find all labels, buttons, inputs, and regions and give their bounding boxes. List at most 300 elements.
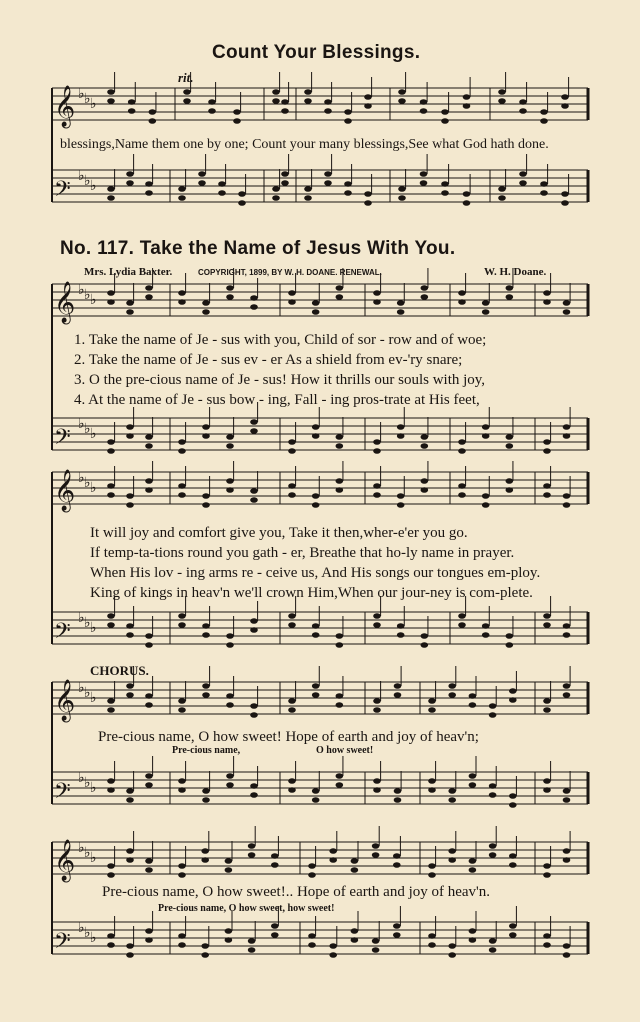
- bass-clef-icon: 𝄢: [54, 425, 71, 455]
- note-head: [250, 783, 258, 789]
- note-head: [107, 195, 115, 201]
- note-head: [312, 493, 320, 499]
- note-head: [336, 478, 344, 484]
- note-head: [373, 299, 381, 305]
- note-head: [324, 99, 332, 105]
- note-head: [226, 773, 234, 779]
- note-head: [312, 502, 320, 508]
- note-head: [145, 928, 153, 934]
- note-head: [420, 180, 428, 186]
- note-head: [145, 702, 153, 708]
- note-head: [448, 683, 456, 689]
- note-head: [128, 108, 136, 114]
- note-head: [506, 642, 514, 648]
- note-head: [308, 933, 316, 939]
- note-head: [233, 109, 241, 115]
- note-head: [344, 109, 352, 115]
- note-head: [312, 692, 320, 698]
- note-head: [458, 290, 466, 296]
- note-head: [178, 448, 186, 454]
- flat-icon: ♭: [84, 91, 91, 107]
- note-head: [288, 448, 296, 454]
- note-head: [351, 937, 359, 943]
- note-head: [225, 867, 233, 873]
- note-head: [563, 692, 571, 698]
- note-head: [563, 788, 571, 794]
- note-head: [441, 181, 449, 187]
- note-head: [441, 190, 449, 196]
- note-head: [202, 623, 210, 629]
- note-head: [397, 424, 405, 430]
- note-head: [563, 943, 571, 949]
- note-head: [420, 108, 428, 114]
- verse-line: When His lov - ing arms re - ceive us, And His songs our tongues em-ploy.: [90, 565, 541, 581]
- note-head: [250, 419, 258, 425]
- note-head: [543, 863, 551, 869]
- note-head: [145, 858, 153, 864]
- note-head: [145, 487, 153, 493]
- note-head: [543, 299, 551, 305]
- note-head: [509, 688, 517, 694]
- note-head: [178, 622, 186, 628]
- note-head: [145, 434, 153, 440]
- note-head: [463, 191, 471, 197]
- treble-clef-icon: 𝄞: [54, 680, 76, 721]
- note-head: [250, 428, 258, 434]
- hymn-title: No. 117. Take the Name of Jesus With You.: [60, 238, 456, 259]
- note-head: [178, 863, 186, 869]
- note-head: [145, 633, 153, 639]
- note-head: [248, 852, 256, 858]
- note-head: [448, 797, 456, 803]
- top-hymn-title: Count Your Blessings.: [212, 42, 421, 63]
- note-head: [149, 109, 157, 115]
- note-head: [202, 692, 210, 698]
- note-head: [372, 938, 380, 944]
- author: Mrs. Lydia Baxter.: [84, 266, 173, 278]
- note-head: [344, 181, 352, 187]
- flat-icon: ♭: [78, 470, 85, 486]
- note-head: [441, 109, 449, 115]
- note-head: [312, 632, 320, 638]
- note-head: [145, 773, 153, 779]
- note-head: [201, 848, 209, 854]
- note-head: [208, 108, 216, 114]
- note-head: [448, 848, 456, 854]
- note-head: [272, 89, 280, 95]
- note-head: [226, 294, 234, 300]
- note-head: [183, 89, 191, 95]
- note-head: [308, 872, 316, 878]
- note-head: [288, 622, 296, 628]
- note-head: [271, 862, 279, 868]
- note-head: [145, 782, 153, 788]
- note-head: [272, 195, 280, 201]
- note-head: [373, 787, 381, 793]
- note-head: [178, 186, 186, 192]
- note-head: [336, 443, 344, 449]
- note-head: [202, 632, 210, 638]
- note-head: [509, 802, 517, 808]
- chorus-bass-2: Pre-cious name, O how sweet, how sweet!: [158, 903, 335, 914]
- note-head: [178, 439, 186, 445]
- note-head: [393, 862, 401, 868]
- note-head: [202, 502, 210, 508]
- rit-marking: rit.: [178, 70, 194, 85]
- note-head: [563, 424, 571, 430]
- note-head: [208, 99, 216, 105]
- note-head: [250, 497, 258, 503]
- note-head: [126, 857, 134, 863]
- note-head: [482, 300, 490, 306]
- note-head: [226, 434, 234, 440]
- note-head: [509, 862, 517, 868]
- note-head: [226, 693, 234, 699]
- flat-icon: ♭: [90, 426, 97, 442]
- note-head: [198, 171, 206, 177]
- note-head: [561, 191, 569, 197]
- note-head: [421, 642, 429, 648]
- note-head: [336, 693, 344, 699]
- note-head: [145, 443, 153, 449]
- note-head: [288, 613, 296, 619]
- note-head: [271, 932, 279, 938]
- note-head: [421, 443, 429, 449]
- note-head: [394, 683, 402, 689]
- flat-icon: ♭: [84, 685, 91, 701]
- top-hymn-lyric: blessings,Name them one by one; Count your many blessings,See what God hath done.: [60, 137, 549, 152]
- verse-line: It will joy and comfort give you, Take it then,wher-e'er you go.: [90, 525, 468, 541]
- note-head: [107, 299, 115, 305]
- note-head: [373, 439, 381, 445]
- note-head: [373, 483, 381, 489]
- note-head: [428, 872, 436, 878]
- note-head: [324, 171, 332, 177]
- bass-clef-icon: 𝄢: [54, 779, 71, 809]
- note-head: [540, 118, 548, 124]
- chorus-line-1: Pre-cious name, O how sweet! Hope of earth and joy of heav'n;: [98, 729, 479, 745]
- note-head: [145, 294, 153, 300]
- note-head: [344, 190, 352, 196]
- flat-icon: ♭: [84, 287, 91, 303]
- note-head: [126, 623, 134, 629]
- note-head: [304, 195, 312, 201]
- note-head: [201, 943, 209, 949]
- flat-icon: ♭: [78, 840, 85, 856]
- note-head: [288, 707, 296, 713]
- note-head: [458, 613, 466, 619]
- note-head: [519, 180, 527, 186]
- note-head: [506, 285, 514, 291]
- note-head: [421, 633, 429, 639]
- note-head: [336, 633, 344, 639]
- note-head: [250, 488, 258, 494]
- note-head: [202, 424, 210, 430]
- bass-clef-icon: 𝄢: [54, 929, 71, 959]
- note-head: [107, 787, 115, 793]
- note-head: [304, 98, 312, 104]
- note-head: [250, 618, 258, 624]
- note-head: [336, 294, 344, 300]
- flat-icon: ♭: [90, 292, 97, 308]
- note-head: [126, 300, 134, 306]
- note-head: [178, 942, 186, 948]
- note-head: [489, 712, 497, 718]
- note-head: [198, 180, 206, 186]
- note-head: [482, 623, 490, 629]
- note-head: [248, 938, 256, 944]
- note-head: [482, 493, 490, 499]
- note-head: [364, 103, 372, 109]
- note-head: [506, 443, 514, 449]
- note-head: [336, 702, 344, 708]
- note-head: [561, 200, 569, 206]
- note-head: [458, 299, 466, 305]
- flat-icon: ♭: [84, 475, 91, 491]
- note-head: [540, 181, 548, 187]
- note-head: [563, 493, 571, 499]
- note-head: [312, 424, 320, 430]
- note-head: [107, 778, 115, 784]
- note-head: [288, 290, 296, 296]
- flat-icon: ♭: [90, 96, 97, 112]
- note-head: [448, 857, 456, 863]
- note-head: [178, 195, 186, 201]
- note-head: [463, 103, 471, 109]
- composer: W. H. Doane.: [484, 266, 547, 278]
- note-head: [288, 778, 296, 784]
- note-head: [458, 492, 466, 498]
- note-head: [373, 622, 381, 628]
- treble-clef-icon: 𝄞: [54, 86, 76, 127]
- note-head: [145, 867, 153, 873]
- note-head: [372, 843, 380, 849]
- note-head: [509, 923, 517, 929]
- note-head: [397, 309, 405, 315]
- note-head: [128, 99, 136, 105]
- note-head: [145, 937, 153, 943]
- note-head: [458, 622, 466, 628]
- note-head: [543, 622, 551, 628]
- note-head: [428, 933, 436, 939]
- note-head: [561, 94, 569, 100]
- note-head: [489, 938, 497, 944]
- note-head: [225, 928, 233, 934]
- note-head: [178, 872, 186, 878]
- note-head: [482, 632, 490, 638]
- note-head: [563, 502, 571, 508]
- note-head: [351, 928, 359, 934]
- note-head: [107, 98, 115, 104]
- note-head: [561, 103, 569, 109]
- note-head: [397, 493, 405, 499]
- note-head: [372, 852, 380, 858]
- verse-line: If temp-ta-tions round you gath - er, Breathe that ho-ly name in prayer.: [90, 545, 515, 561]
- note-head: [336, 782, 344, 788]
- note-head: [288, 787, 296, 793]
- note-head: [543, 942, 551, 948]
- verses-block-1: [74, 332, 486, 412]
- note-head: [178, 483, 186, 489]
- note-head: [336, 642, 344, 648]
- note-head: [145, 285, 153, 291]
- note-head: [509, 853, 517, 859]
- chorus-line-2: Pre-cious name, O how sweet!.. Hope of earth and joy of heav'n.: [102, 884, 491, 900]
- note-head: [519, 108, 527, 114]
- note-head: [226, 702, 234, 708]
- note-head: [107, 622, 115, 628]
- note-head: [107, 863, 115, 869]
- note-head: [312, 300, 320, 306]
- note-head: [469, 928, 477, 934]
- flat-icon: ♭: [90, 850, 97, 866]
- note-head: [543, 787, 551, 793]
- note-head: [563, 300, 571, 306]
- bass-clef-icon: 𝄢: [54, 177, 71, 207]
- note-head: [308, 863, 316, 869]
- note-head: [226, 487, 234, 493]
- verse-line: King of kings in heav'n we'll crown Him,When our jour-ney is com-plete.: [90, 585, 533, 601]
- flat-icon: ♭: [84, 775, 91, 791]
- flat-icon: ♭: [78, 168, 85, 184]
- note-head: [329, 943, 337, 949]
- note-head: [126, 683, 134, 689]
- note-head: [225, 937, 233, 943]
- note-head: [202, 788, 210, 794]
- note-head: [543, 492, 551, 498]
- note-head: [238, 200, 246, 206]
- note-head: [489, 947, 497, 953]
- note-head: [420, 99, 428, 105]
- note-head: [202, 300, 210, 306]
- note-head: [226, 443, 234, 449]
- note-head: [250, 295, 258, 301]
- note-head: [441, 118, 449, 124]
- note-head: [250, 304, 258, 310]
- note-head: [543, 707, 551, 713]
- note-head: [107, 186, 115, 192]
- note-head: [126, 797, 134, 803]
- note-head: [373, 448, 381, 454]
- note-head: [248, 947, 256, 953]
- note-head: [458, 448, 466, 454]
- note-head: [543, 290, 551, 296]
- note-head: [126, 502, 134, 508]
- note-head: [329, 857, 337, 863]
- note-head: [312, 788, 320, 794]
- note-head: [397, 632, 405, 638]
- note-head: [543, 698, 551, 704]
- note-head: [373, 613, 381, 619]
- note-head: [519, 171, 527, 177]
- flat-icon: ♭: [84, 925, 91, 941]
- note-head: [126, 692, 134, 698]
- note-head: [563, 623, 571, 629]
- note-head: [458, 483, 466, 489]
- note-head: [202, 493, 210, 499]
- treble-clef-icon: 𝄞: [54, 840, 76, 881]
- note-head: [178, 290, 186, 296]
- note-head: [428, 698, 436, 704]
- note-head: [458, 439, 466, 445]
- note-head: [482, 433, 490, 439]
- note-head: [428, 778, 436, 784]
- note-head: [178, 698, 186, 704]
- note-head: [288, 439, 296, 445]
- note-head: [563, 857, 571, 863]
- note-head: [489, 852, 497, 858]
- note-head: [145, 693, 153, 699]
- note-head: [308, 942, 316, 948]
- note-head: [250, 712, 258, 718]
- note-head: [126, 493, 134, 499]
- flat-icon: ♭: [78, 680, 85, 696]
- flat-icon: ♭: [78, 920, 85, 936]
- note-head: [373, 290, 381, 296]
- note-head: [312, 683, 320, 689]
- note-head: [107, 613, 115, 619]
- note-head: [107, 448, 115, 454]
- note-head: [233, 118, 241, 124]
- note-head: [421, 434, 429, 440]
- note-head: [178, 787, 186, 793]
- note-head: [226, 782, 234, 788]
- note-head: [397, 300, 405, 306]
- note-head: [272, 98, 280, 104]
- note-head: [178, 299, 186, 305]
- note-head: [394, 692, 402, 698]
- note-head: [489, 843, 497, 849]
- note-head: [145, 478, 153, 484]
- note-head: [397, 502, 405, 508]
- note-head: [351, 858, 359, 864]
- note-head: [288, 483, 296, 489]
- note-head: [506, 633, 514, 639]
- note-head: [312, 433, 320, 439]
- note-head: [250, 792, 258, 798]
- note-head: [126, 424, 134, 430]
- note-head: [428, 787, 436, 793]
- treble-clef-icon: 𝄞: [54, 282, 76, 323]
- note-head: [498, 186, 506, 192]
- note-head: [336, 434, 344, 440]
- note-head: [448, 943, 456, 949]
- note-head: [312, 797, 320, 803]
- note-head: [272, 186, 280, 192]
- note-head: [126, 632, 134, 638]
- flat-icon: ♭: [90, 178, 97, 194]
- note-head: [543, 439, 551, 445]
- note-head: [271, 853, 279, 859]
- note-head: [107, 933, 115, 939]
- note-head: [218, 190, 226, 196]
- note-head: [336, 487, 344, 493]
- chorus-bass-1a: Pre-cious name,: [172, 745, 241, 756]
- note-head: [506, 434, 514, 440]
- treble-clef-icon: 𝄞: [54, 470, 76, 511]
- note-head: [509, 697, 517, 703]
- note-head: [126, 788, 134, 794]
- verses-block-2: [90, 525, 540, 605]
- flat-icon: ♭: [90, 690, 97, 706]
- note-head: [281, 180, 289, 186]
- note-head: [226, 478, 234, 484]
- note-head: [218, 181, 226, 187]
- note-head: [498, 195, 506, 201]
- note-head: [420, 171, 428, 177]
- note-head: [372, 947, 380, 953]
- note-head: [394, 797, 402, 803]
